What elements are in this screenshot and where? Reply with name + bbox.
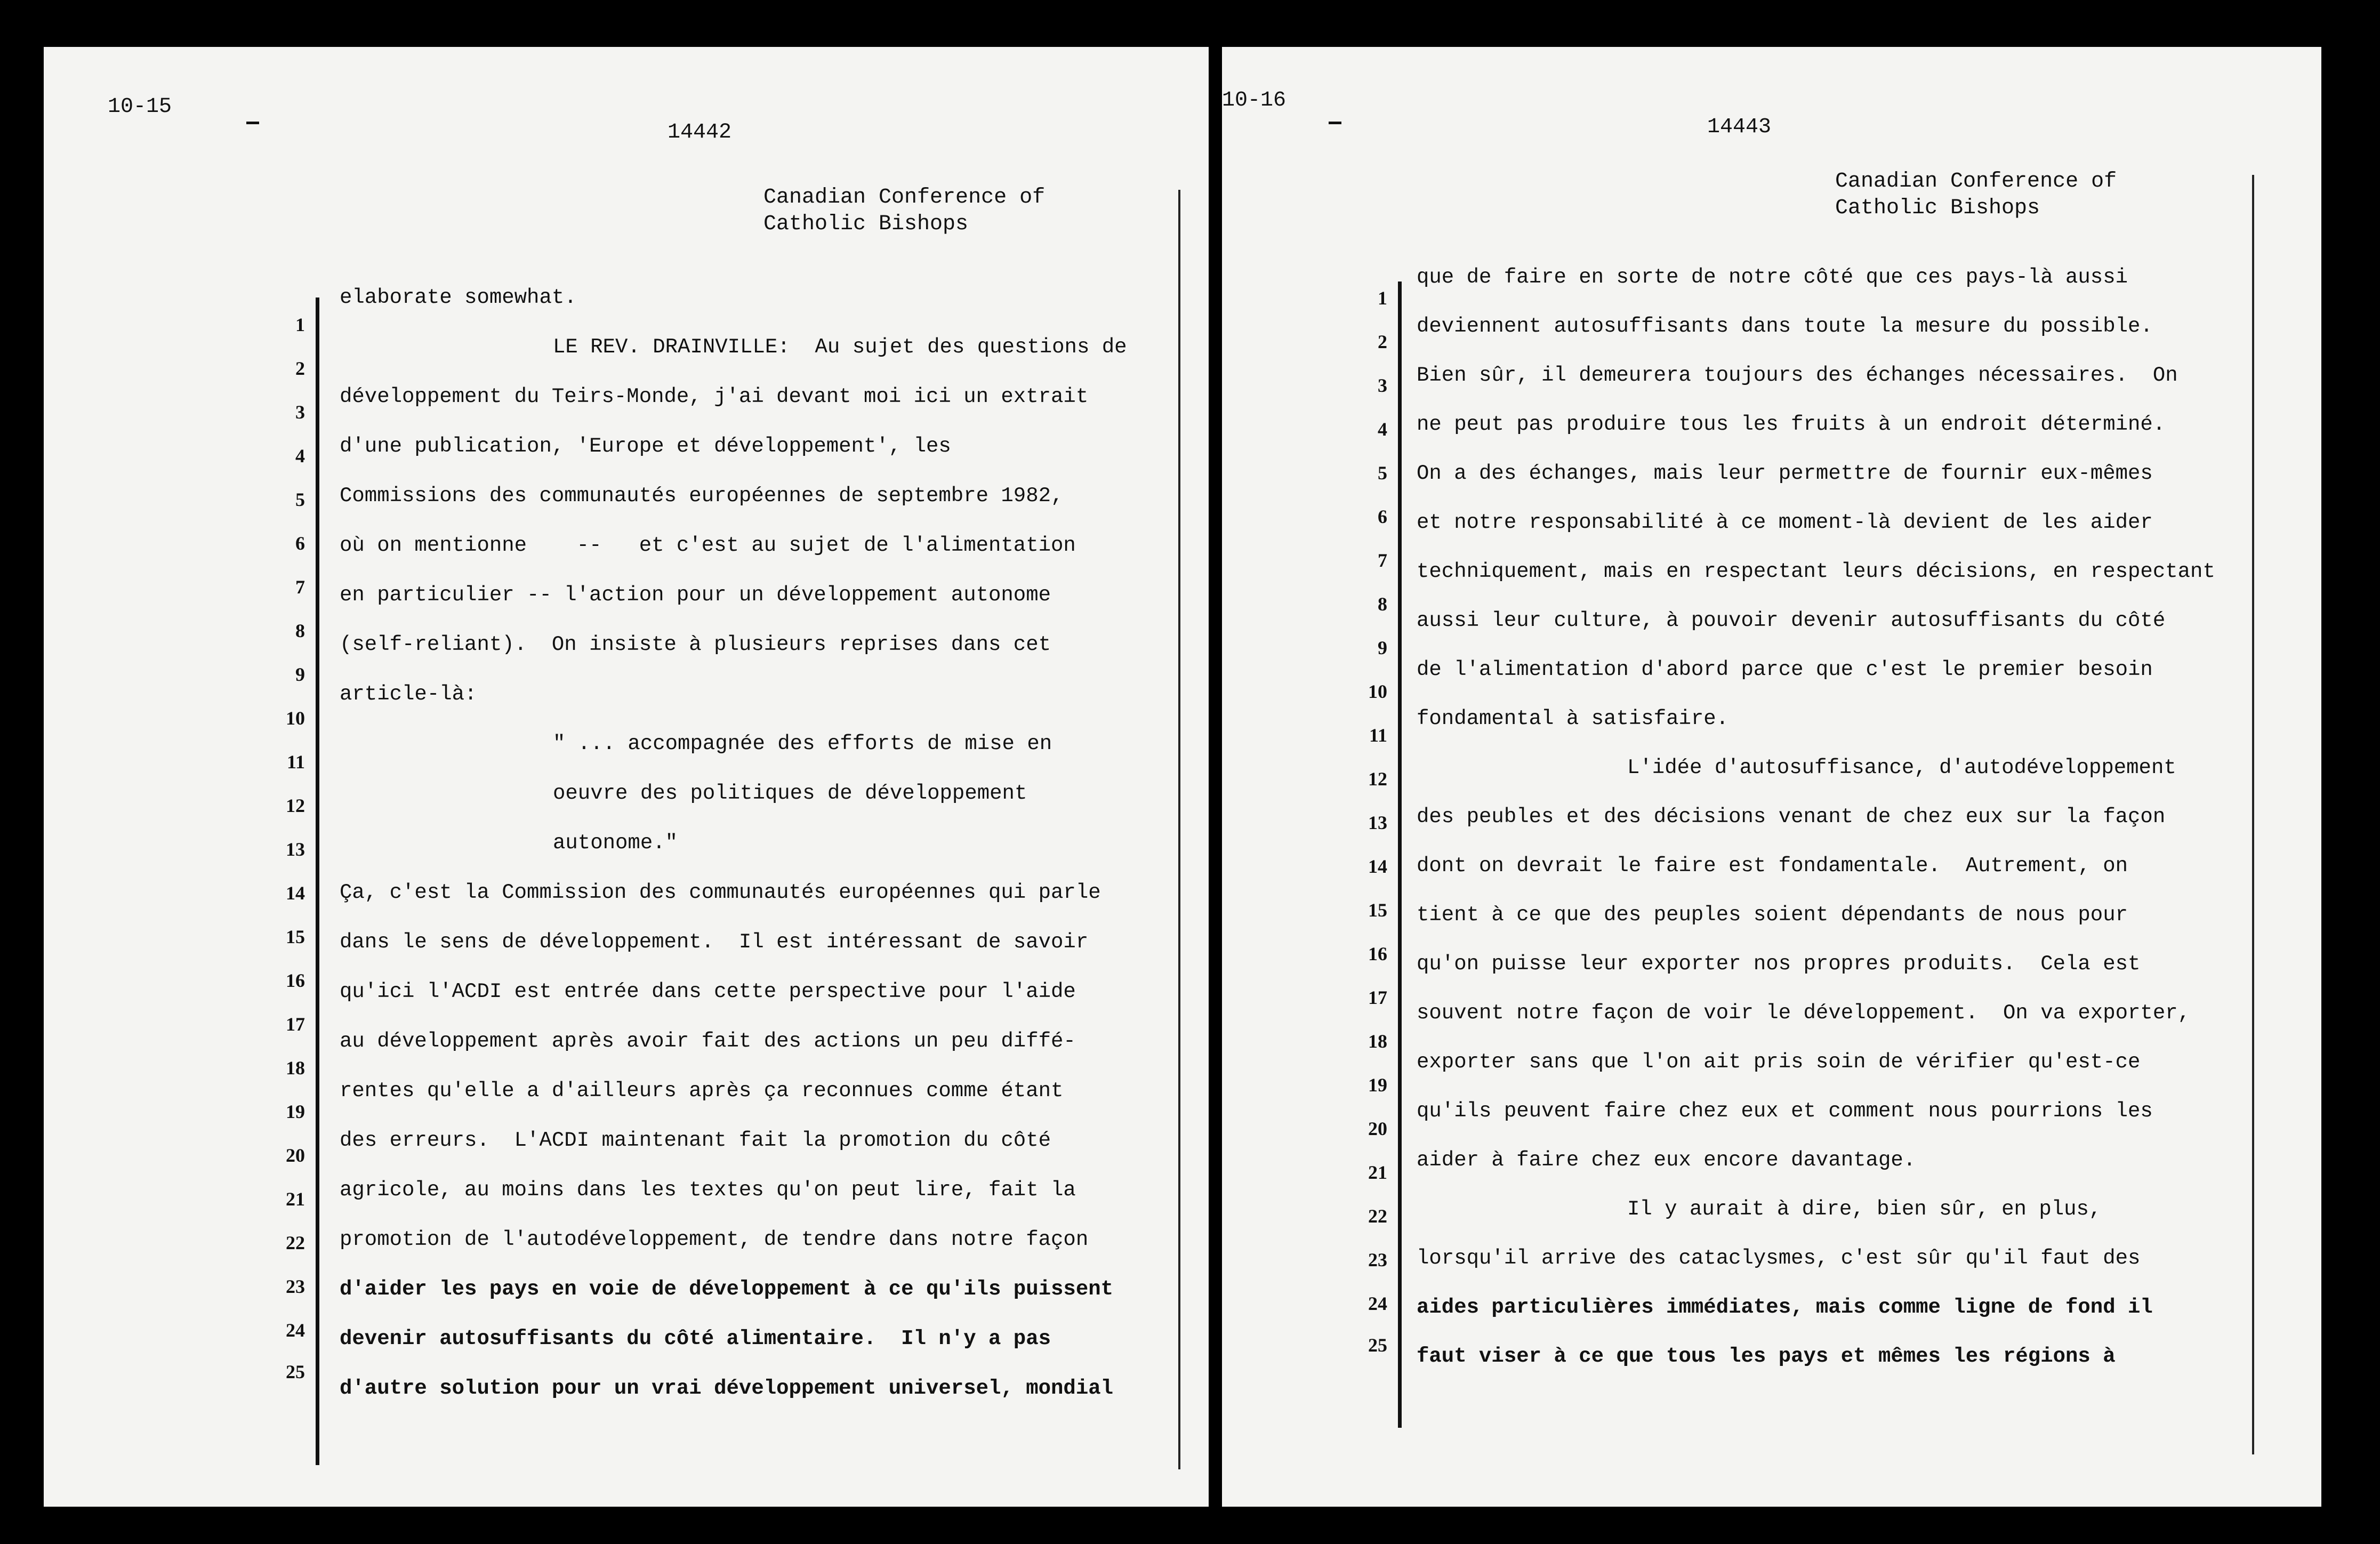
text-line: développement du Teirs-Monde, j'ai devant moi ici un extrait — [340, 385, 1089, 408]
right-margin-rule — [2252, 175, 2254, 1454]
text-line: rentes qu'elle a d'ailleurs après ça reconnues comme étant — [340, 1079, 1064, 1103]
text-line: d'aider les pays en voie de développement à ce qu'ils puissent — [340, 1277, 1114, 1301]
line-number: 20 — [286, 1145, 305, 1166]
line-number: 22 — [1368, 1205, 1387, 1227]
line-number: 2 — [295, 358, 305, 379]
line-number: 25 — [1368, 1334, 1387, 1356]
text-line: L'idée d'autosuffisance, d'autodéveloppement — [1627, 756, 2176, 779]
header-line-2: Catholic Bishops — [763, 212, 969, 236]
line-number: 23 — [286, 1276, 305, 1297]
page-reference: 10-15 — [108, 95, 172, 119]
text-line: Commissions des communautés européennes de septembre 1982, — [340, 484, 1064, 508]
text-line: qu'ils peuvent faire chez eux et comment nous pourrions les — [1417, 1099, 2153, 1123]
text-line: que de faire en sorte de notre côté que ces pays-là aussi — [1417, 266, 2128, 289]
line-number: 17 — [1368, 987, 1387, 1008]
header-line-1: Canadian Conference of — [763, 186, 1046, 210]
line-number: 14 — [1368, 856, 1387, 877]
text-line: lorsqu'il arrive des cataclysmes, c'est sûr qu'il faut des — [1417, 1247, 2141, 1270]
line-number: 8 — [1378, 593, 1387, 615]
line-number: 5 — [1378, 462, 1387, 484]
text-line: tient à ce que des peuples soient dépendants de nous pour — [1417, 903, 2128, 927]
text-line: et notre responsabilité à ce moment-là devient de les aider — [1417, 511, 2153, 534]
transcript-page-left — [44, 47, 1209, 1507]
text-line: souvent notre façon de voir le développement. On va exporter, — [1417, 1001, 2191, 1025]
line-number: 21 — [1368, 1162, 1387, 1183]
line-number: 11 — [1369, 725, 1387, 746]
text-line: d'autre solution pour un vrai développement universel, mondial — [340, 1377, 1114, 1400]
header-line-1: Canadian Conference of — [1835, 170, 2117, 194]
line-number: 10 — [1368, 681, 1387, 702]
text-line: elaborate somewhat. — [340, 286, 577, 309]
text-line: qu'on puisse leur exporter nos propres produits. Cela est — [1417, 952, 2141, 976]
line-number: 24 — [286, 1320, 305, 1341]
line-number: 9 — [295, 664, 305, 685]
text-line: dans le sens de développement. Il est intéressant de savoir — [340, 930, 1089, 954]
text-line: aider à faire chez eux encore davantage. — [1417, 1148, 1916, 1172]
quote-line: " ... accompagnée des efforts de mise en — [553, 732, 1052, 755]
line-number: 6 — [1378, 506, 1387, 527]
text-line: faut viser à ce que tous les pays et mêmes les régions à — [1417, 1345, 2116, 1368]
line-number: 16 — [286, 970, 305, 991]
line-number: 24 — [1368, 1293, 1387, 1314]
line-number: 17 — [286, 1014, 305, 1035]
text-line: Ça, c'est la Commission des communautés européennes qui parle — [340, 881, 1101, 904]
text-line: devenir autosuffisants du côté alimentaire. Il n'y a pas — [340, 1327, 1051, 1350]
line-number: 15 — [286, 926, 305, 947]
text-line: des peubles et des décisions venant de chez eux sur la façon — [1417, 805, 2166, 829]
left-margin-rule — [316, 297, 319, 1465]
line-number: 16 — [1368, 943, 1387, 964]
text-line: ne peut pas produire tous les fruits à un endroit déterminé. — [1417, 413, 2166, 436]
line-number: 3 — [1378, 375, 1387, 396]
line-number: 18 — [286, 1057, 305, 1079]
line-number: 13 — [1368, 812, 1387, 833]
page-number: 14442 — [668, 120, 732, 144]
line-number: 23 — [1368, 1249, 1387, 1270]
text-line: article-là: — [340, 682, 477, 706]
text-line: aides particulières immédiates, mais comme ligne de fond il — [1417, 1296, 2153, 1319]
transcript-page-right — [1222, 47, 2321, 1507]
text-line: aussi leur culture, à pouvoir devenir autosuffisants du côté — [1417, 609, 2166, 632]
line-number: 9 — [1378, 637, 1387, 658]
page-reference: 10-16 — [1222, 89, 1287, 112]
line-number: 20 — [1368, 1118, 1387, 1139]
text-line: (self-reliant). On insiste à plusieurs reprises dans cet — [340, 633, 1051, 656]
line-number: 7 — [295, 576, 305, 598]
text-line: des erreurs. L'ACDI maintenant fait la promotion du côté — [340, 1129, 1051, 1152]
text-line: qu'ici l'ACDI est entrée dans cette perspective pour l'aide — [340, 980, 1076, 1003]
line-number: 4 — [295, 445, 305, 467]
text-line: dont on devrait le faire est fondamentale. Autrement, on — [1417, 854, 2128, 878]
line-number: 19 — [286, 1101, 305, 1122]
line-number: 12 — [286, 795, 305, 816]
line-number: 3 — [295, 401, 305, 423]
right-margin-rule — [1178, 190, 1180, 1469]
line-number: 4 — [1378, 419, 1387, 440]
quote-line: autonome." — [553, 831, 678, 855]
line-number: 1 — [295, 314, 305, 335]
text-line: où on mentionne -- et c'est au sujet de l'alimentation — [340, 534, 1076, 557]
quote-line: oeuvre des politiques de développement — [553, 782, 1027, 805]
margin-dash — [1329, 122, 1341, 124]
line-number: 13 — [286, 839, 305, 860]
line-number: 22 — [286, 1232, 305, 1253]
text-line: Il y aurait à dire, bien sûr, en plus, — [1627, 1197, 2102, 1221]
text-line: agricole, au moins dans les textes qu'on peut lire, fait la — [340, 1178, 1076, 1202]
text-line: LE REV. DRAINVILLE: Au sujet des questions de — [553, 335, 1127, 359]
text-line: d'une publication, 'Europe et développement', les — [340, 435, 951, 458]
line-number: 7 — [1378, 550, 1387, 571]
line-number: 19 — [1368, 1074, 1387, 1096]
text-line: exporter sans que l'on ait pris soin de vérifier qu'est-ce — [1417, 1050, 2141, 1074]
left-margin-rule — [1398, 282, 1402, 1428]
line-number: 2 — [1378, 331, 1387, 352]
text-line: On a des échanges, mais leur permettre de fournir eux-mêmes — [1417, 462, 2153, 485]
margin-dash — [246, 122, 259, 124]
line-number: 1 — [1378, 287, 1387, 309]
line-number: 10 — [286, 707, 305, 729]
page-number: 14443 — [1707, 115, 1772, 139]
text-line: Bien sûr, il demeurera toujours des échanges nécessaires. On — [1417, 364, 2178, 387]
text-line: deviennent autosuffisants dans toute la mesure du possible. — [1417, 315, 2153, 338]
line-number: 14 — [286, 882, 305, 904]
line-number: 11 — [286, 751, 305, 773]
line-number: 6 — [295, 533, 305, 554]
text-line: en particulier -- l'action pour un développement autonome — [340, 583, 1051, 607]
line-number: 15 — [1368, 899, 1387, 921]
line-number: 21 — [286, 1188, 305, 1210]
line-number: 18 — [1368, 1031, 1387, 1052]
text-line: au développement après avoir fait des actions un peu diffé- — [340, 1030, 1076, 1053]
text-line: techniquement, mais en respectant leurs décisions, en respectant — [1417, 560, 2215, 583]
line-number: 5 — [295, 489, 305, 510]
text-line: promotion de l'autodéveloppement, de tendre dans notre façon — [340, 1228, 1089, 1251]
line-number: 8 — [295, 620, 305, 641]
header-line-2: Catholic Bishops — [1835, 196, 2040, 220]
text-line: de l'alimentation d'abord parce que c'est le premier besoin — [1417, 658, 2153, 681]
text-line: fondamental à satisfaire. — [1417, 707, 1729, 730]
line-number: 12 — [1368, 768, 1387, 790]
line-number: 25 — [286, 1361, 305, 1382]
